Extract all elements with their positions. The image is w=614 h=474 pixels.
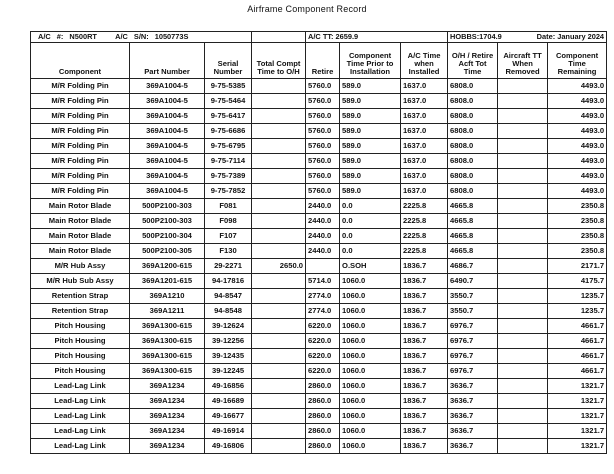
serial-number: F098 <box>205 214 252 229</box>
retire-acft-tot-time: 6808.0 <box>448 109 498 124</box>
tt-removed <box>498 79 548 94</box>
total-compt-time <box>252 304 306 319</box>
table-row <box>31 409 607 424</box>
part-number: 369A1004-5 <box>130 139 205 154</box>
time-remaining: 4493.0 <box>548 79 607 94</box>
time-prior-install: 1060.0 <box>340 349 401 364</box>
total-compt-time <box>252 289 306 304</box>
ac-time-installed: 1836.7 <box>401 379 448 394</box>
time-remaining: 1321.7 <box>548 439 607 454</box>
table-row <box>31 394 607 409</box>
part-number: 369A1300-615 <box>130 364 205 379</box>
time-prior-install: 1060.0 <box>340 319 401 334</box>
time-remaining: 1235.7 <box>548 304 607 319</box>
part-number: 369A1004-5 <box>130 169 205 184</box>
time-prior-install: 1060.0 <box>340 409 401 424</box>
retire-time: 2860.0 <box>306 394 340 409</box>
ac-time-installed: 1836.7 <box>401 394 448 409</box>
serial-number: 9-75-7852 <box>205 184 252 199</box>
ac-time-installed: 2225.8 <box>401 214 448 229</box>
aircraft-number: A/C #: N500RT <box>38 32 97 42</box>
retire-acft-tot-time: 3636.7 <box>448 379 498 394</box>
part-number: 369A1004-5 <box>130 184 205 199</box>
col-header-serial-number: Serial Number <box>205 43 252 79</box>
tt-removed <box>498 199 548 214</box>
table-row <box>31 424 607 439</box>
time-prior-install: 589.0 <box>340 184 401 199</box>
total-compt-time <box>252 394 306 409</box>
ac-time-installed: 1836.7 <box>401 274 448 289</box>
serial-number: 9-75-6686 <box>205 124 252 139</box>
table-row <box>31 124 607 139</box>
time-prior-install: 1060.0 <box>340 424 401 439</box>
retire-time: 6220.0 <box>306 364 340 379</box>
retire-time: 2774.0 <box>306 304 340 319</box>
total-compt-time <box>252 229 306 244</box>
time-prior-install: 1060.0 <box>340 394 401 409</box>
table-row <box>31 289 607 304</box>
table-row <box>31 379 607 394</box>
total-compt-time <box>252 169 306 184</box>
time-remaining: 4493.0 <box>548 109 607 124</box>
time-prior-install: 0.0 <box>340 244 401 259</box>
retire-acft-tot-time: 3636.7 <box>448 424 498 439</box>
tt-removed <box>498 214 548 229</box>
component-name: Lead-Lag Link <box>31 394 130 409</box>
component-name: Pitch Housing <box>31 364 130 379</box>
component-name: Pitch Housing <box>31 349 130 364</box>
tt-removed <box>498 154 548 169</box>
hobbs-date-cell <box>448 32 607 43</box>
header-row <box>31 43 607 79</box>
total-compt-time <box>252 274 306 289</box>
total-compt-time <box>252 154 306 169</box>
total-compt-time <box>252 214 306 229</box>
tt-removed <box>498 184 548 199</box>
tt-removed <box>498 109 548 124</box>
time-prior-install: 0.0 <box>340 199 401 214</box>
time-remaining: 4493.0 <box>548 124 607 139</box>
time-prior-install: 1060.0 <box>340 304 401 319</box>
time-prior-install: 589.0 <box>340 79 401 94</box>
ac-time-installed: 1637.0 <box>401 154 448 169</box>
total-compt-time <box>252 334 306 349</box>
retire-time: 2860.0 <box>306 424 340 439</box>
table-row <box>31 334 607 349</box>
time-remaining: 4661.7 <box>548 319 607 334</box>
serial-number: 9-75-5464 <box>205 94 252 109</box>
tt-removed <box>498 409 548 424</box>
serial-number: 94-8548 <box>205 304 252 319</box>
time-prior-install: 589.0 <box>340 154 401 169</box>
retire-acft-tot-time: 3636.7 <box>448 439 498 454</box>
time-prior-install: 1060.0 <box>340 379 401 394</box>
tt-removed <box>498 319 548 334</box>
serial-number: F107 <box>205 229 252 244</box>
time-remaining: 1235.7 <box>548 289 607 304</box>
total-compt-time <box>252 109 306 124</box>
ac-time-installed: 1836.7 <box>401 349 448 364</box>
aircraft-total-time: A/C TT: 2659.9 <box>306 32 448 43</box>
part-number: 500P2100-305 <box>130 244 205 259</box>
ac-time-installed: 2225.8 <box>401 244 448 259</box>
retire-acft-tot-time: 4665.8 <box>448 214 498 229</box>
retire-time: 6220.0 <box>306 334 340 349</box>
time-prior-install: 589.0 <box>340 109 401 124</box>
component-name: Lead-Lag Link <box>31 424 130 439</box>
ac-time-installed: 1836.7 <box>401 439 448 454</box>
total-compt-time <box>252 439 306 454</box>
tt-removed <box>498 379 548 394</box>
retire-acft-tot-time: 6976.7 <box>448 364 498 379</box>
table-row <box>31 109 607 124</box>
ac-time-installed: 1836.7 <box>401 424 448 439</box>
time-prior-install: 589.0 <box>340 124 401 139</box>
ac-time-installed: 1637.0 <box>401 124 448 139</box>
part-number: 369A1211 <box>130 304 205 319</box>
component-name: M/R Folding Pin <box>31 139 130 154</box>
col-header-time-prior: Component Time Prior to Installation <box>340 43 401 79</box>
serial-number: 49-16689 <box>205 394 252 409</box>
col-header-ac-time-installed: A/C Time when Installed <box>401 43 448 79</box>
time-remaining: 2171.7 <box>548 259 607 274</box>
time-remaining: 4661.7 <box>548 349 607 364</box>
time-prior-install: 1060.0 <box>340 274 401 289</box>
serial-number: 94-8547 <box>205 289 252 304</box>
part-number: 369A1234 <box>130 409 205 424</box>
part-number: 369A1234 <box>130 394 205 409</box>
serial-number: 29-2271 <box>205 259 252 274</box>
time-remaining: 4661.7 <box>548 334 607 349</box>
col-header-component: Component <box>31 43 130 79</box>
aircraft-id-cell <box>31 32 252 43</box>
serial-number: 39-12624 <box>205 319 252 334</box>
time-remaining: 4493.0 <box>548 154 607 169</box>
part-number: 369A1004-5 <box>130 154 205 169</box>
retire-time: 2440.0 <box>306 214 340 229</box>
tt-removed <box>498 304 548 319</box>
time-remaining: 1321.7 <box>548 394 607 409</box>
time-prior-install: 589.0 <box>340 94 401 109</box>
record-date: Date: January 2024 <box>536 32 605 42</box>
retire-time: 6220.0 <box>306 319 340 334</box>
time-remaining: 4175.7 <box>548 274 607 289</box>
total-compt-time <box>252 139 306 154</box>
retire-time: 2774.0 <box>306 289 340 304</box>
retire-time: 5760.0 <box>306 124 340 139</box>
retire-time: 2860.0 <box>306 409 340 424</box>
part-number: 500P2100-303 <box>130 199 205 214</box>
table-row <box>31 439 607 454</box>
ac-time-installed: 1637.0 <box>401 184 448 199</box>
col-header-retire: Retire <box>306 43 340 79</box>
total-compt-time <box>252 409 306 424</box>
ac-time-installed: 1836.7 <box>401 334 448 349</box>
total-compt-time <box>252 349 306 364</box>
part-number: 369A1234 <box>130 439 205 454</box>
ac-time-installed: 1836.7 <box>401 364 448 379</box>
time-remaining: 1321.7 <box>548 424 607 439</box>
part-number: 369A1200-615 <box>130 259 205 274</box>
retire-acft-tot-time: 4665.8 <box>448 229 498 244</box>
time-prior-install: 1060.0 <box>340 334 401 349</box>
retire-acft-tot-time: 3550.7 <box>448 289 498 304</box>
time-prior-install: 1060.0 <box>340 364 401 379</box>
table-row <box>31 94 607 109</box>
time-prior-install: 589.0 <box>340 139 401 154</box>
component-name: Main Rotor Blade <box>31 244 130 259</box>
time-remaining: 2350.8 <box>548 199 607 214</box>
total-compt-time <box>252 124 306 139</box>
aircraft-serial: A/C S/N: 1050773S <box>115 32 189 42</box>
component-name: Main Rotor Blade <box>31 199 130 214</box>
part-number: 500P2100-304 <box>130 229 205 244</box>
component-name: Pitch Housing <box>31 334 130 349</box>
ac-time-installed: 1637.0 <box>401 139 448 154</box>
ac-time-installed: 1637.0 <box>401 94 448 109</box>
retire-acft-tot-time: 6808.0 <box>448 79 498 94</box>
tt-removed <box>498 439 548 454</box>
retire-time: 5760.0 <box>306 79 340 94</box>
part-number: 369A1300-615 <box>130 334 205 349</box>
total-compt-time <box>252 379 306 394</box>
table-row <box>31 199 607 214</box>
time-remaining: 2350.8 <box>548 244 607 259</box>
time-remaining: 1321.7 <box>548 409 607 424</box>
retire-acft-tot-time: 6808.0 <box>448 169 498 184</box>
tt-removed <box>498 364 548 379</box>
retire-acft-tot-time: 3636.7 <box>448 409 498 424</box>
part-number: 369A1234 <box>130 379 205 394</box>
part-number: 369A1210 <box>130 289 205 304</box>
retire-time: 5760.0 <box>306 109 340 124</box>
table-row <box>31 364 607 379</box>
serial-number: 49-16806 <box>205 439 252 454</box>
table-row <box>31 139 607 154</box>
component-name: Lead-Lag Link <box>31 409 130 424</box>
part-number: 369A1004-5 <box>130 109 205 124</box>
time-remaining: 4493.0 <box>548 184 607 199</box>
total-compt-time <box>252 184 306 199</box>
serial-number: 49-16914 <box>205 424 252 439</box>
tt-removed <box>498 124 548 139</box>
ac-time-installed: 2225.8 <box>401 229 448 244</box>
retire-acft-tot-time: 6490.7 <box>448 274 498 289</box>
ac-time-installed: 1637.0 <box>401 169 448 184</box>
time-remaining: 4493.0 <box>548 169 607 184</box>
total-compt-time <box>252 424 306 439</box>
ac-time-installed: 1836.7 <box>401 319 448 334</box>
tt-removed <box>498 229 548 244</box>
time-remaining: 2350.8 <box>548 229 607 244</box>
table-row <box>31 259 607 274</box>
retire-acft-tot-time: 6808.0 <box>448 94 498 109</box>
table-row <box>31 319 607 334</box>
tt-removed <box>498 424 548 439</box>
tt-removed <box>498 244 548 259</box>
retire-acft-tot-time: 6808.0 <box>448 139 498 154</box>
total-compt-time <box>252 244 306 259</box>
tt-removed <box>498 334 548 349</box>
retire-acft-tot-time: 6808.0 <box>448 154 498 169</box>
time-remaining: 4661.7 <box>548 364 607 379</box>
time-prior-install: 589.0 <box>340 169 401 184</box>
table-row <box>31 349 607 364</box>
part-number: 369A1300-615 <box>130 349 205 364</box>
serial-number: 9-75-5385 <box>205 79 252 94</box>
retire-time: 5760.0 <box>306 184 340 199</box>
component-name: M/R Folding Pin <box>31 184 130 199</box>
table-row <box>31 184 607 199</box>
tt-removed <box>498 394 548 409</box>
component-name: M/R Folding Pin <box>31 169 130 184</box>
retire-time: 2440.0 <box>306 199 340 214</box>
ac-time-installed: 1836.7 <box>401 259 448 274</box>
retire-time: 2860.0 <box>306 379 340 394</box>
serial-number: 9-75-7114 <box>205 154 252 169</box>
time-prior-install: 1060.0 <box>340 289 401 304</box>
part-number: 500P2100-303 <box>130 214 205 229</box>
time-prior-install: 0.0 <box>340 214 401 229</box>
retire-acft-tot-time: 6976.7 <box>448 334 498 349</box>
ac-time-installed: 1836.7 <box>401 409 448 424</box>
component-name: M/R Folding Pin <box>31 79 130 94</box>
tt-removed <box>498 139 548 154</box>
hobbs-reading: HOBBS:1704.9 <box>450 32 502 42</box>
serial-number: 39-12435 <box>205 349 252 364</box>
time-remaining: 4493.0 <box>548 139 607 154</box>
retire-time: 5760.0 <box>306 94 340 109</box>
component-name: Retention Strap <box>31 304 130 319</box>
table-row <box>31 304 607 319</box>
component-name: M/R Hub Sub Assy <box>31 274 130 289</box>
col-header-part-number: Part Number <box>130 43 205 79</box>
retire-acft-tot-time: 4686.7 <box>448 259 498 274</box>
retire-acft-tot-time: 4665.8 <box>448 199 498 214</box>
part-number: 369A1300-615 <box>130 319 205 334</box>
total-compt-time <box>252 319 306 334</box>
serial-number: 94-17816 <box>205 274 252 289</box>
col-header-oh-retire-tot: O/H / Retire Acft Tot Time <box>448 43 498 79</box>
table-row <box>31 214 607 229</box>
total-compt-time <box>252 94 306 109</box>
component-name: M/R Folding Pin <box>31 154 130 169</box>
time-prior-install: 1060.0 <box>340 439 401 454</box>
serial-number: F081 <box>205 199 252 214</box>
col-header-total-compt-time: Total Compt Time to O/H <box>252 43 306 79</box>
component-name: M/R Folding Pin <box>31 124 130 139</box>
retire-time: 5714.0 <box>306 274 340 289</box>
ac-time-installed: 1836.7 <box>401 304 448 319</box>
component-name: Pitch Housing <box>31 319 130 334</box>
retire-time: 5760.0 <box>306 169 340 184</box>
tt-removed <box>498 169 548 184</box>
tt-removed <box>498 349 548 364</box>
serial-number: 39-12245 <box>205 364 252 379</box>
info-spacer <box>252 32 306 43</box>
component-name: Main Rotor Blade <box>31 214 130 229</box>
ac-time-installed: 1637.0 <box>401 79 448 94</box>
total-compt-time <box>252 79 306 94</box>
ac-time-installed: 1836.7 <box>401 289 448 304</box>
table-row <box>31 154 607 169</box>
ac-time-installed: 2225.8 <box>401 199 448 214</box>
ac-time-installed: 1637.0 <box>401 109 448 124</box>
aircraft-info-row <box>31 32 607 43</box>
retire-acft-tot-time: 6808.0 <box>448 124 498 139</box>
retire-time: 2440.0 <box>306 244 340 259</box>
retire-time: 5760.0 <box>306 154 340 169</box>
component-name: Main Rotor Blade <box>31 229 130 244</box>
component-name: Retention Strap <box>31 289 130 304</box>
part-number: 369A1234 <box>130 424 205 439</box>
time-prior-install: O.SOH <box>340 259 401 274</box>
retire-acft-tot-time: 6976.7 <box>448 319 498 334</box>
table-row <box>31 169 607 184</box>
component-name: Lead-Lag Link <box>31 379 130 394</box>
total-compt-time: 2650.0 <box>252 259 306 274</box>
part-number: 369A1004-5 <box>130 94 205 109</box>
component-name: Lead-Lag Link <box>31 439 130 454</box>
serial-number: 9-75-7389 <box>205 169 252 184</box>
component-name: M/R Folding Pin <box>31 94 130 109</box>
table-row <box>31 274 607 289</box>
retire-time <box>306 259 340 274</box>
retire-acft-tot-time: 6808.0 <box>448 184 498 199</box>
retire-time: 5760.0 <box>306 139 340 154</box>
retire-acft-tot-time: 3636.7 <box>448 394 498 409</box>
serial-number: 39-12256 <box>205 334 252 349</box>
tt-removed <box>498 259 548 274</box>
table-row <box>31 244 607 259</box>
part-number: 369A1004-5 <box>130 124 205 139</box>
retire-time: 6220.0 <box>306 349 340 364</box>
col-header-tt-removed: Aircraft TT When Removed <box>498 43 548 79</box>
table-row <box>31 79 607 94</box>
time-remaining: 2350.8 <box>548 214 607 229</box>
table-row <box>31 229 607 244</box>
time-prior-install: 0.0 <box>340 229 401 244</box>
serial-number: 9-75-6417 <box>205 109 252 124</box>
col-header-time-remaining: Component Time Remaining <box>548 43 607 79</box>
serial-number: 9-75-6795 <box>205 139 252 154</box>
tt-removed <box>498 274 548 289</box>
retire-acft-tot-time: 6976.7 <box>448 349 498 364</box>
retire-acft-tot-time: 4665.8 <box>448 244 498 259</box>
retire-time: 2440.0 <box>306 229 340 244</box>
time-remaining: 1321.7 <box>548 379 607 394</box>
part-number: 369A1004-5 <box>130 79 205 94</box>
retire-time: 2860.0 <box>306 439 340 454</box>
part-number: 369A1201-615 <box>130 274 205 289</box>
component-name: M/R Hub Assy <box>31 259 130 274</box>
page-title: Airframe Component Record <box>247 4 367 14</box>
serial-number: 49-16677 <box>205 409 252 424</box>
total-compt-time <box>252 199 306 214</box>
serial-number: F130 <box>205 244 252 259</box>
total-compt-time <box>252 364 306 379</box>
tt-removed <box>498 94 548 109</box>
retire-acft-tot-time: 3550.7 <box>448 304 498 319</box>
component-table <box>30 31 607 454</box>
component-name: M/R Folding Pin <box>31 109 130 124</box>
serial-number: 49-16856 <box>205 379 252 394</box>
tt-removed <box>498 289 548 304</box>
time-remaining: 4493.0 <box>548 94 607 109</box>
